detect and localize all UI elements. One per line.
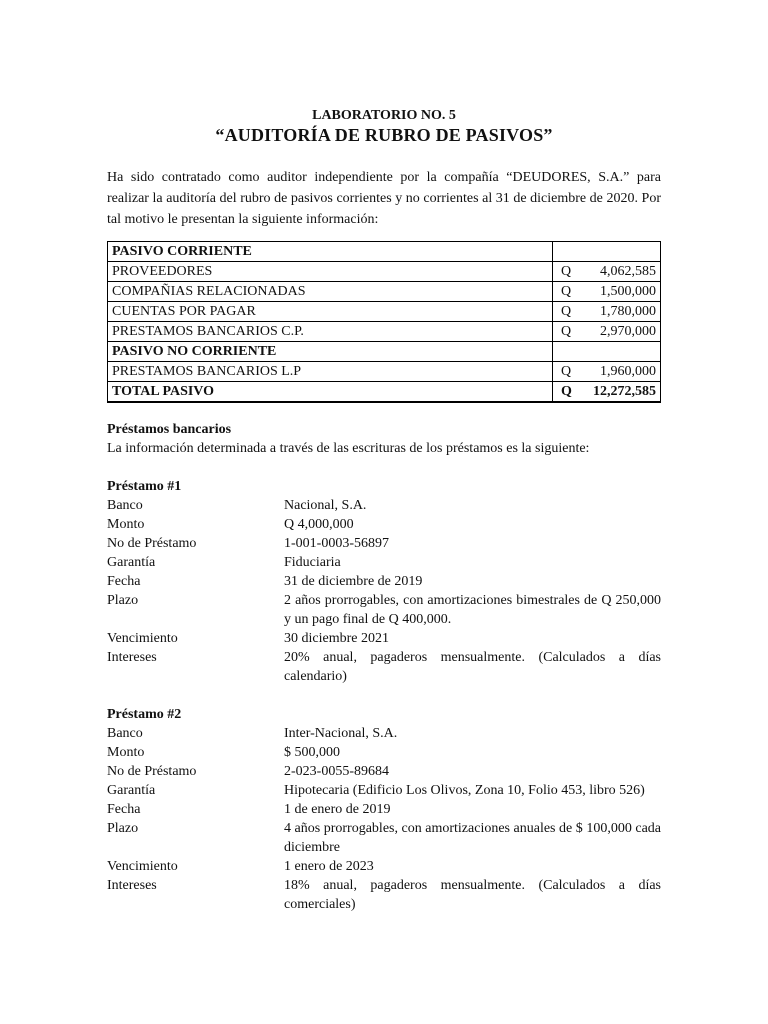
table-row (108, 342, 661, 362)
table-row (108, 302, 661, 322)
table-row (108, 322, 661, 342)
current-liabilities-header: PASIVO CORRIENTE (108, 242, 553, 262)
table-row (108, 362, 661, 382)
field-label: Banco (107, 726, 143, 741)
table-row (108, 242, 661, 262)
loan-title: Préstamo #1 (107, 479, 182, 494)
field-value: 30 diciembre 2021 (284, 631, 389, 646)
field-value: Nacional, S.A. (284, 498, 367, 513)
field-value: 20% anual, pagaderos mensualmente. (Calculados a días calendario) (284, 650, 661, 684)
row-amount: 1,500,000 (600, 284, 656, 299)
currency-symbol: Q (561, 284, 572, 299)
row-label: PRESTAMOS BANCARIOS L.P (108, 362, 553, 382)
field-value: 31 de diciembre de 2019 (284, 574, 423, 589)
loan-field (107, 857, 661, 876)
loan-field (107, 496, 661, 515)
intro-paragraph: Ha sido contratado como auditor independiente por la compañía “DEUDORES, S.A.” para realizar la auditoría del rubro de pasivos corrientes y no corrientes al 31 de diciembre de 2020. Por tal motivo le presentan la siguiente información: (107, 170, 661, 227)
currency-symbol: Q (561, 384, 572, 399)
field-label: Fecha (107, 802, 141, 817)
loan-field (107, 572, 661, 591)
field-value: 2 años prorrogables, con amortizaciones bimestrales de Q 250,000 y un pago final de Q 400,000. (284, 593, 661, 627)
field-label: Plazo (107, 593, 139, 608)
row-label: CUENTAS POR PAGAR (108, 302, 553, 322)
field-label: Intereses (107, 878, 157, 893)
field-value: Inter-Nacional, S.A. (284, 726, 398, 741)
field-value: 4 años prorrogables, con amortizaciones anuales de $ 100,000 cada diciembre (284, 821, 661, 855)
bank-loans-description: La información determinada a través de las escrituras de los préstamos es la siguiente: (107, 441, 590, 456)
loan-field (107, 534, 661, 553)
field-value: 18% anual, pagaderos mensualmente. (Calculados a días comerciales) (284, 878, 661, 912)
field-value: 1 de enero de 2019 (284, 802, 391, 817)
loan-field (107, 591, 661, 629)
total-label: TOTAL PASIVO (108, 382, 553, 403)
currency-symbol: Q (561, 264, 572, 279)
field-label: Vencimiento (107, 631, 178, 646)
field-label: No de Préstamo (107, 764, 197, 779)
liabilities-table (107, 241, 661, 403)
row-label: PRESTAMOS BANCARIOS C.P. (108, 322, 553, 342)
field-value: Q 4,000,000 (284, 517, 354, 532)
field-value: Hipotecaria (Edificio Los Olivos, Zona 10, Folio 453, libro 526) (284, 783, 645, 798)
field-label: Fecha (107, 574, 141, 589)
loan-field (107, 762, 661, 781)
loan-field (107, 724, 661, 743)
loan-title: Préstamo #2 (107, 707, 182, 722)
document-page (107, 108, 661, 914)
row-amount: 2,970,000 (600, 324, 656, 339)
field-value: 1 enero de 2023 (284, 859, 374, 874)
row-amount: 1,960,000 (600, 364, 656, 379)
field-label: Garantía (107, 555, 156, 570)
field-value: $ 500,000 (284, 745, 340, 760)
table-row (108, 262, 661, 282)
row-label: COMPAÑIAS RELACIONADAS (108, 282, 553, 302)
loan-field (107, 515, 661, 534)
loan-field (107, 629, 661, 648)
bank-loans-title: Préstamos bancarios (107, 422, 232, 437)
field-label: Garantía (107, 783, 156, 798)
row-amount: 1,780,000 (600, 304, 656, 319)
loan-field (107, 743, 661, 762)
row-amount: 4,062,585 (600, 264, 656, 279)
field-label: Intereses (107, 650, 157, 665)
field-label: Banco (107, 498, 143, 513)
loan-field (107, 553, 661, 572)
field-label: Monto (107, 517, 145, 532)
field-label: No de Préstamo (107, 536, 197, 551)
currency-symbol: Q (561, 304, 572, 319)
field-value: 1-001-0003-56897 (284, 536, 389, 551)
noncurrent-liabilities-header: PASIVO NO CORRIENTE (108, 342, 553, 362)
total-amount: 12,272,585 (593, 384, 656, 399)
currency-symbol: Q (561, 364, 572, 379)
field-label: Vencimiento (107, 859, 178, 874)
total-row (108, 382, 661, 403)
loan-field (107, 800, 661, 819)
currency-symbol: Q (561, 324, 572, 339)
table-row (108, 282, 661, 302)
field-value: 2-023-0055-89684 (284, 764, 389, 779)
loan-2-section (107, 705, 661, 914)
loan-field (107, 819, 661, 857)
field-label: Monto (107, 745, 145, 760)
field-label: Plazo (107, 821, 139, 836)
document-title: “AUDITORÍA DE RUBRO DE PASIVOS” (215, 125, 553, 145)
loan-field (107, 648, 661, 686)
loan-field (107, 781, 661, 800)
field-value: Fiduciaria (284, 555, 341, 570)
bank-loans-section (107, 420, 661, 458)
loan-field (107, 876, 661, 914)
lab-number: LABORATORIO NO. 5 (312, 108, 456, 123)
loan-1-section (107, 477, 661, 686)
row-label: PROVEEDORES (108, 262, 553, 282)
